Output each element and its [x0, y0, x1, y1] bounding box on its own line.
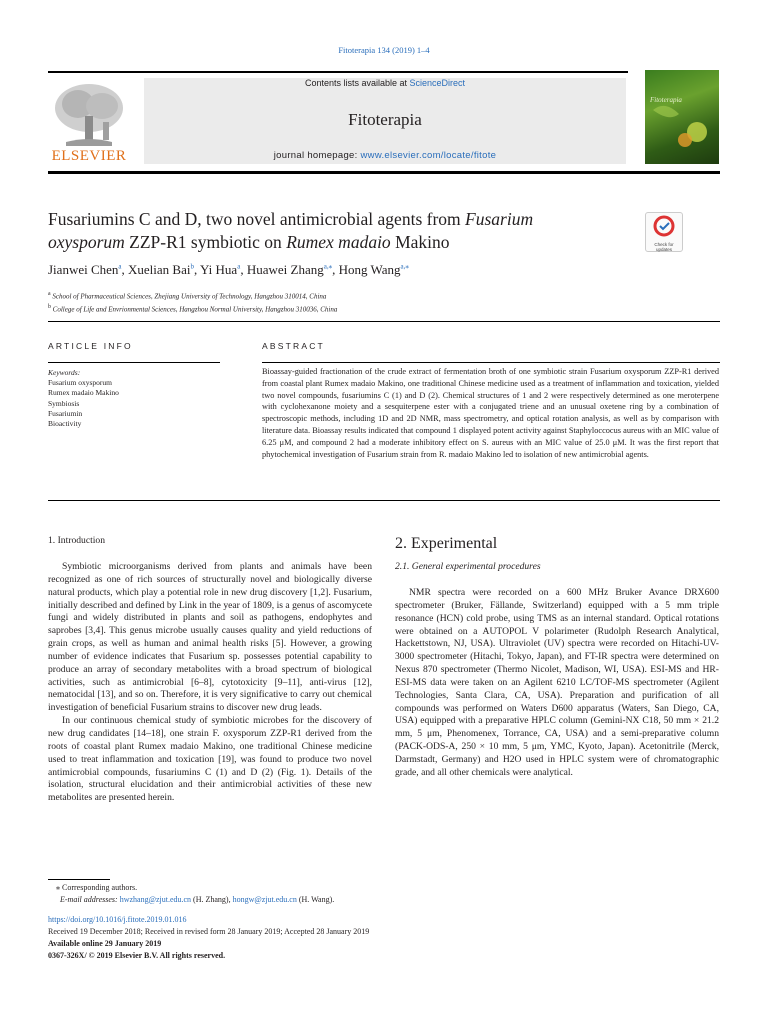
article-title — [48, 208, 608, 254]
author[interactable]: Hong Wang$^{a,⁎}$ — [338, 262, 409, 277]
affiliation-rule — [48, 321, 720, 322]
email-link[interactable]: hongw@zjut.edu.cn — [232, 895, 297, 904]
check-updates-icon — [646, 213, 682, 237]
corresponding-note: ⁎ Corresponding authors. — [56, 883, 138, 892]
cover-image-icon — [645, 70, 719, 164]
title-italic-1: Fusarium oxysporum — [48, 209, 534, 252]
author[interactable]: Yi Hua$^a$ — [200, 262, 241, 277]
article-info-heading: ARTICLE INFO — [48, 341, 133, 351]
introduction-heading: 1. Introduction — [48, 535, 106, 546]
article-info-rule — [48, 362, 220, 363]
keyword: Fusariumin — [48, 408, 83, 418]
introduction-paragraph-2: In our continuous chemical study of symbiotic microbes for the discovery of new drug candidates [14–18], one strain F. oxysporum ZZP-R1 derived from the roots of coastal plant Rumex madaio Makino, one traditional Chinese medicine used to treat inflammation and toxication [19], was found to produce two novel antimicrobial compounds, fusariumins C (1) and D (2) (Fig. 1). Details of the isolation, structural elucidation and their antimicrobial activities of these new metabolites are presented herein. — [48, 715, 372, 804]
affiliation-a: $^a$ School of Pharmaceutical Sciences, Zhejiang University of Technology, Hangzhou 310014, China — [48, 291, 327, 301]
title-text-3: Makino — [390, 232, 450, 252]
affiliation-b: $^b$ College of Life and Envrionmental Sciences, Hangzhou Normal University, Hangzhou 310036, China — [48, 304, 338, 314]
journal-cover[interactable] — [645, 70, 719, 164]
experimental-heading: 2. Experimental — [395, 535, 498, 552]
email-line: E-mail addresses: hwzhang@zjut.edu.cn (H. Zhang), hongw@zjut.edu.cn (H. Wang). — [60, 895, 335, 904]
elsevier-logo — [48, 78, 130, 164]
abstract-rule — [262, 362, 720, 363]
keywords-label: Keywords: — [48, 368, 81, 377]
introduction-paragraph-1: Symbiotic microorganisms derived from plants and animals have been recognized as one of rich sources of structurally novel and biologically diverse natural products, which play a potential role in new drug discovery [1,2]. Fusarium, initially described and defined by Link in the year of 1809, is a genus of ascomycete fungi and widely distributed in plants and soil as pathogens, endophytes and saprobes [3,4]. This genus microbe usually causes quality and yield reductions of grain crops, as well as human and animal health risks [5]. However, a growing number of evidence indicates that Fusarium sp. possesses potential capability to produce an array of secondary metabolites with a broad spectrum of biological activities, such as antimicrobial [6–8], cytotoxicity [9–11], anti-virus [12], nematocidal [13], and so on. Therefore, it is very significative to carry out chemical investigation of beneficial Fusarium strains to discover new drug leads. — [48, 561, 372, 714]
journal-reference[interactable]: Fitoterapia 134 (2019) 1–4 — [338, 45, 430, 55]
cover-title: Fitoterapia — [650, 96, 682, 104]
keyword: Bioactivity — [48, 419, 82, 429]
title-text-1: Fusariumins C and D, two novel antimicrobial agents from — [48, 209, 466, 229]
keyword: Symbiosis — [48, 398, 80, 408]
abstract-heading: ABSTRACT — [262, 341, 325, 351]
author[interactable]: Huawei Zhang$^{a,⁎}$ — [246, 262, 333, 277]
title-text-2: ZZP-R1 symbiotic on — [124, 232, 287, 252]
received-dates: Received 19 December 2018; Received in revised form 28 January 2019; Accepted 28 January 2019 — [48, 927, 370, 936]
footnote-rule — [48, 879, 110, 880]
email-link[interactable]: hwzhang@zjut.edu.cn — [119, 895, 192, 904]
contents-line — [144, 78, 626, 88]
keywords-block — [48, 368, 228, 429]
check-updates-label: Check for updates — [654, 242, 674, 252]
contents-prefix: Contents lists available at — [304, 78, 410, 88]
journal-name: Fitoterapia — [348, 110, 422, 129]
email-label: E-mail addresses: — [60, 895, 118, 904]
homepage-link[interactable]: www.elsevier.com/locate/fitote — [360, 150, 497, 161]
available-online: Available online 29 January 2019 — [48, 939, 162, 948]
publisher-name: ELSEVIER — [51, 148, 127, 164]
abstract-text: Bioassay-guided fractionation of the crude extract of fermentation broth of one symbiotic strain Fusarium oxysporum ZZP-R1 derived from coastal plant Rumex madaio Makino, one traditional Chinese medicine used as a treatment of inflammation and toxication, yielded two novel compounds, fusariumins C (1) and D (2). Chemical structures of 1 and 2 were respectively determined as one meroterpene with cyclohexanone moiety and a sesquiterpene ester with a conjugated triene and an unusual oxetene ring by a combination of spectroscopic methods, including 1D and 2D NMR, mass spectrometry, and optical rotation analysis, as well as by comparison with literature data. Bioassay results indicated that compound 1 displayed potent activity against Staphyloccocus aureus with an MIC value of 6.25 μM, and compound 2 had a moderate inhibitory effect on S. aureus with an MIC value of 25.0 μM. It was the first report that phytochemical investigation of Fusarium strain from R. madaio Makino led to isolation of new antimicrobial agents. — [262, 367, 719, 459]
keyword: Fusarium oxysporum — [48, 378, 112, 388]
header-rule-top — [48, 71, 628, 73]
abstract-bottom-rule — [48, 500, 720, 501]
copyright: 0367-326X/ © 2019 Elsevier B.V. All rights reserved. — [48, 951, 226, 960]
doi-link[interactable]: https://doi.org/10.1016/j.fitote.2019.01.016 — [48, 915, 187, 924]
experimental-subheading: 2.1. General experimental procedures — [395, 561, 541, 572]
sciencedirect-link[interactable]: ScienceDirect — [409, 78, 466, 88]
title-italic-2: Rumex madaio — [286, 232, 391, 252]
check-for-updates-badge[interactable] — [645, 212, 683, 252]
publication-info — [48, 914, 648, 962]
affiliations — [48, 289, 668, 316]
experimental-body — [395, 587, 719, 780]
homepage-prefix: journal homepage: — [273, 150, 361, 161]
experimental-paragraph-1: NMR spectra were recorded on a 600 MHz Bruker Avance DRX600 spectrometer (Bruker, Fällande, Switzerland) equipped with a 5 mm triple resonance (HCN) cold probe, using TMS as an internal standard. Optical rotations were obtained on a AUTOPOL V polarimeter (Rudolph Research Analytical, Hackettstown, NJ, USA). Ultraviolet (UV) spectra were recorded on Hitachi-UV-3000 spectrometer (Hitachi, Tokyo, Japan), and FT-IR spectra were determined on Nexus 870 spectrometer (Thermo Nicolet, Madison, WI, USA). ESI-MS and HR-ESI-MS data were taken on an Agilent 6210 LC/TOF-MS spectrometer (Agilent Technologies, Santa Clara, CA, USA). Preparation and purification of all compounds was performed on Waters D600 apparatus (Waters, San Diego, CA, USA) equipped with a preparative HPLC column (Gemini-NX C18, 50 mm × 21.2 mm, 5 μm, Phenomenex, Torrance, CA, USA) and a semi-preparative column (PACK-ODS-A, 250 × 10 mm, 5 μm, YMC, Kyoto, Japan). Acetonitrile (Merck, Darmstadt, Germany) and H2O used in HPLC system were of chromatographic grade, and all other chemicals were analytical. — [395, 587, 719, 778]
introduction-body — [48, 561, 372, 805]
author-list: Jianwei Chen$^a$, Xuelian Bai$^b$, Yi Hua$^a$, Huawei Zhang$^{a,⁎}$, Hong Wang$^{a,⁎}$ — [48, 262, 409, 277]
homepage-line — [144, 150, 626, 161]
author[interactable]: Xuelian Bai$^b$ — [128, 262, 194, 277]
header-rule-bottom — [48, 171, 720, 174]
footnotes — [48, 882, 648, 906]
keyword: Rumex madaio Makino — [48, 388, 119, 398]
author[interactable]: Jianwei Chen$^a$ — [48, 262, 122, 277]
